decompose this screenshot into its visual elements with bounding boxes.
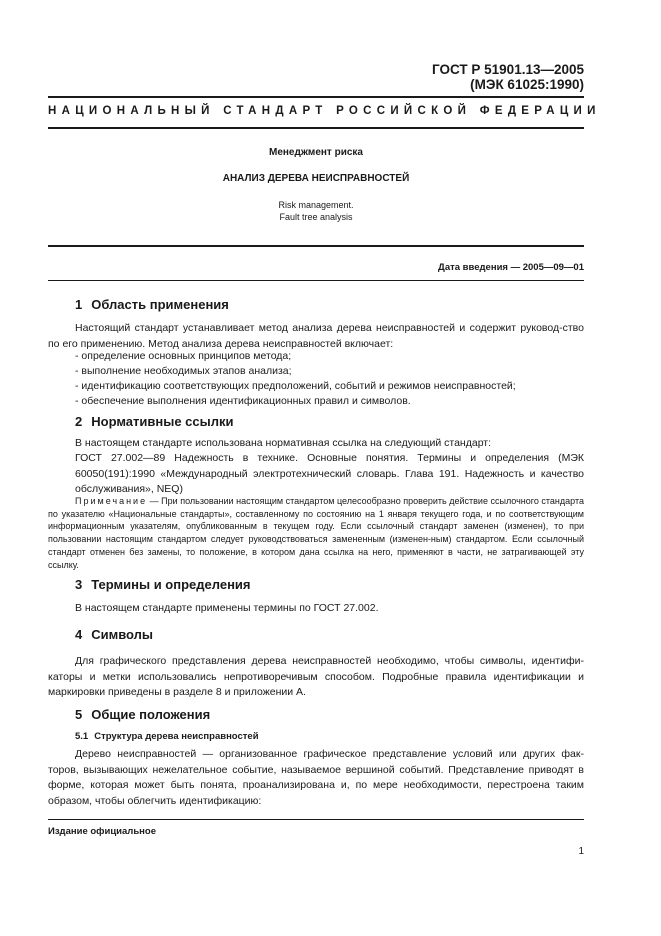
footer-rule — [48, 819, 584, 820]
title-en-line-1: Risk management. — [278, 200, 354, 210]
section-title: Область применения — [91, 297, 229, 312]
section-title: Нормативные ссылки — [91, 414, 234, 429]
title-rule — [48, 245, 584, 247]
standard-designation — [432, 62, 584, 92]
list-item: - определение основных принципов метода; — [75, 350, 292, 362]
effective-date: Дата введения — 2005—09—01 — [438, 262, 584, 273]
section-heading-1 — [75, 297, 229, 312]
section-number: 3 — [75, 577, 83, 592]
title-en-line-2: Fault tree analysis — [279, 211, 353, 222]
section-heading-2 — [75, 414, 233, 429]
national-standard-banner: НАЦИОНАЛЬНЫЙ СТАНДАРТ РОССИЙСКОЙ ФЕДЕРАЦИИ — [48, 105, 601, 117]
list-item: - обеспечение выполнения идентификационных правил и символов. — [75, 395, 411, 407]
document-title-english — [48, 200, 584, 223]
note-block — [48, 495, 584, 571]
normative-reference: ГОСТ 27.002—89 Надежность в технике. Основные понятия. Термины и определения (МЭК 60050(191):1990 «Международный электротехнический словарь. Глава 191. Надежность и качество обслуживания», NEQ) — [75, 452, 584, 495]
section-title: Термины и определения — [91, 577, 251, 592]
official-edition-label: Издание официальное — [48, 826, 156, 837]
section-heading-3 — [75, 577, 251, 592]
document-subject: Менеджмент риска — [269, 147, 363, 158]
section-4-paragraph: Для графического представления дерева неисправностей необходимо, чтобы символы, идентифи-каторы и метки использовались непротиворечивым способом. Подробные правила идентификации и маркировки приведены в разделе 8 и приложении А. — [48, 655, 584, 698]
section-1-paragraph: Настоящий стандарт устанавливает метод анализа дерева неисправностей и содержит руковод-ство по его применению. Метод анализа дерева неисправностей включает: — [48, 322, 584, 350]
section-3-paragraph: В настоящем стандарте применены термины по ГОСТ 27.002. — [75, 602, 379, 614]
subsection-number: 5.1 — [75, 731, 89, 742]
subsection-heading-5-1 — [75, 731, 259, 742]
section-title: Символы — [91, 627, 154, 642]
section-title: Общие положения — [91, 707, 211, 722]
note-text: — При пользовании настоящим стандартом целесообразно проверить действие ссылочного стандарта по указателю «Национальные стандарты», составленному по состоянию на 1 января текущего года, и по соответствующим информационным указателям, опубликованным в текущем году. Если ссылочный стандарт заменен (изменен), то при пользовании настоящим стандартом следует руководствоваться замененным (изменен-ным) стандартом. Если ссылочный стандарт отменен без замены, то положение, в котором дана ссылка на него, применяют в части, не затрагивающей эту ссылку. — [48, 496, 584, 570]
document-title: АНАЛИЗ ДЕРЕВА НЕИСПРАВНОСТЕЙ — [222, 173, 410, 184]
iec-number: (МЭК 61025:1990) — [470, 77, 584, 92]
section-number: 1 — [75, 297, 83, 312]
banner-rule — [48, 127, 584, 129]
page-number: 1 — [578, 846, 584, 857]
subsection-title: Структура дерева неисправностей — [94, 731, 259, 742]
section-2-paragraph: В настоящем стандарте использована нормативная ссылка на следующий стандарт: — [75, 437, 492, 449]
list-item: - выполнение необходимых этапов анализа; — [75, 365, 292, 377]
date-rule — [48, 280, 584, 281]
list-item: - идентификацию соответствующих предположений, событий и режимов неисправностей; — [75, 380, 516, 392]
section-heading-4 — [75, 627, 153, 642]
section-number: 4 — [75, 627, 83, 642]
section-5-paragraph: Дерево неисправностей — организованное графическое представление условий или других фак-торов, вызывающих нежелательное событие, называемое вершиной событий. Представление приводят в форме, которая может быть понята, проанализирована и, по мере необходимости, перестроена таким образом, чтобы облегчить идентификацию: — [48, 748, 584, 807]
section-number: 5 — [75, 707, 83, 722]
top-rule — [48, 96, 584, 98]
section-heading-5 — [75, 707, 210, 722]
standard-number: ГОСТ Р 51901.13—2005 — [432, 62, 584, 77]
note-label: Примечание — [75, 496, 148, 506]
section-number: 2 — [75, 414, 83, 429]
